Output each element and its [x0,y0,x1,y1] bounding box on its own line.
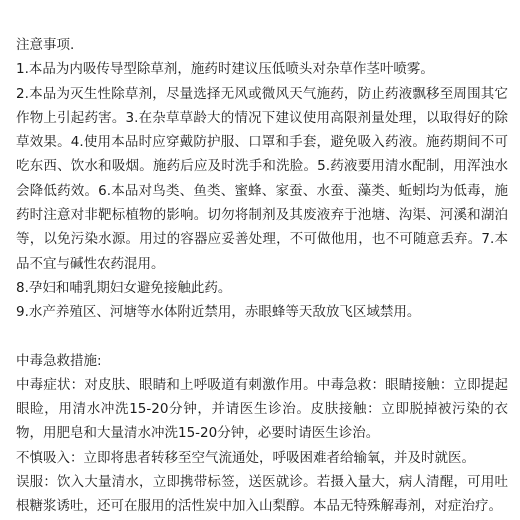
first-aid-section [16,349,508,519]
poisoning-symptoms-paragraph: 中毒症状：对皮肤、眼睛和上呼吸道有刺激作用。中毒急救：眼睛接触：立即提起眼睑，用清水冲洗15-20分钟，并请医生诊治。皮肤接触：立即脱掉被污染的衣物，用肥皂和大量清水冲洗15-20分钟，必要时请医生诊治。 [16,376,508,442]
label-text-document [16,33,508,519]
inhalation-paragraph: 不慎吸入：立即将患者转移至空气流通处，呼吸困难者给输氧，并及时就医。 [16,449,475,466]
precaution-items-2-7: 2.本品为灭生性除草剂，尽量选择无风或微风天气施药，防止药液飘移至周围其它作物上引起药害。3.在杂草草龄大的情况下建议使用高限剂量处理，以取得好的除草效果。4.使用本品时应穿戴防护服、口罩和手套，避免吸入药液。施药期间不可吃东西、饮水和吸烟。施药后应及时洗手和洗脸。5.药液要用清水配制，用浑浊水会降低药效。6.本品对鸟类、鱼类、蜜蜂、家蚕、水蚕、藻类、蚯蚓均为低毒，施药时注意对非靶标植物的影响。切勿将制剂及其废液弃于池塘、沟渠、河溪和湖泊等，以免污染水源。用过的容器应妥善处理，不可做他用，也不可随意丢弃。7.本品不宜与碱性农药混用。 [16,85,508,272]
first-aid-heading: 中毒急救措施: [16,352,102,369]
precaution-item-9: 9.水产养殖区、河塘等水体附近禁用，赤眼蜂等天敌放飞区域禁用。 [16,304,421,321]
ingestion-paragraph: 误服：饮入大量清水，立即携带标签，送医就诊。若摄入量大，病人清醒，可用吐根糖浆诱吐，还可在服用的活性炭中加入山梨醇。本品无特殊解毒剂，对症治疗。 [16,474,508,515]
precaution-item-8: 8.孕妇和哺乳期妇女避免接触此药。 [16,279,232,296]
precautions-section [16,33,508,325]
precaution-item-1: 1.本品为内吸传导型除草剂，施药时建议压低喷头对杂草作茎叶喷雾。 [16,61,434,78]
precautions-heading: 注意事项. [16,37,75,53]
